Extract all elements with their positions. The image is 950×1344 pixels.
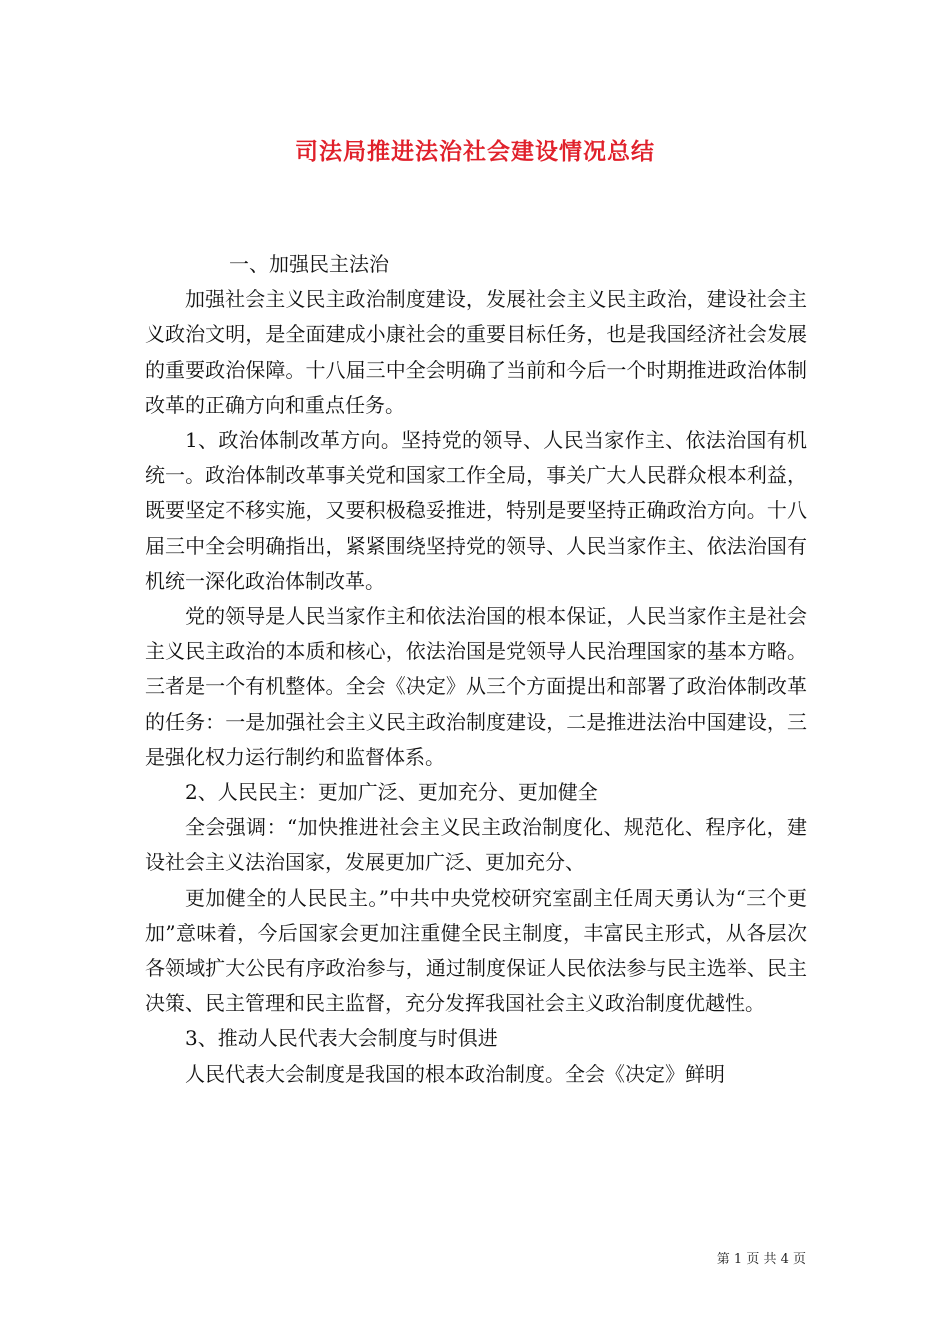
subheading: 3、推动人民代表大会制度与时俱进 — [185, 1026, 498, 1051]
paragraph: 全会强调：“加快推进社会主义民主政治制度化、规范化、程序化，建设社会主义法治国家，发展更加广泛、更加充分、 — [145, 815, 807, 875]
paragraph: 党的领导是人民当家作主和依法治国的根本保证，人民当家作主是社会主义民主政治的本质和核心，依法治国是党领导人民治理国家的基本方略。三者是一个有机整体。全会《决定》从三个方面提出和部署了政治体制改革的任务：一是加强社会主义民主政治制度建设，二是推进法治中国建设，三是强化权力运行制约和监督体系。 — [145, 604, 807, 769]
page-number: 第 1 页 共 4 页 — [716, 1252, 806, 1267]
paragraph: 1、政治体制改革方向。坚持党的领导、人民当家作主、依法治国有机统一。政治体制改革事关党和国家工作全局，事关广大人民群众根本利益，既要坚定不移实施，又要积极稳妥推进，特别是要坚持正确政治方向。十八届三中全会明确指出，紧紧围绕坚持党的领导、人民当家作主、依法治国有机统一深化政治体制改革。 — [145, 428, 807, 593]
section-heading: 一、加强民主法治 — [229, 252, 389, 276]
paragraph: 人民代表大会制度是我国的根本政治制度。全会《决定》鲜明 — [185, 1061, 725, 1086]
paragraph: 加强社会主义民主政治制度建设，发展社会主义民主政治，建设社会主义政治文明，是全面建成小康社会的重要目标任务，也是我国经济社会发展的重要政治保障。十八届三中全会明确了当前和今后一个时期推进政治体制改革的正确方向和重点任务。 — [145, 287, 807, 417]
subheading: 2、人民民主：更加广泛、更加充分、更加健全 — [185, 780, 598, 805]
document-title: 司法局推进法治社会建设情况总结 — [295, 139, 655, 165]
document-body — [145, 247, 807, 1092]
paragraph: 更加健全的人民民主。”中共中央党校研究室副主任周天勇认为“三个更加”意味着，今后国家会更加注重健全民主制度，丰富民主形式，从各层次各领域扩大公民有序政治参与，通过制度保证人民依法参与民主选举、民主决策、民主管理和民主监督，充分发挥我国社会主义政治制度优越性。 — [145, 885, 807, 1016]
